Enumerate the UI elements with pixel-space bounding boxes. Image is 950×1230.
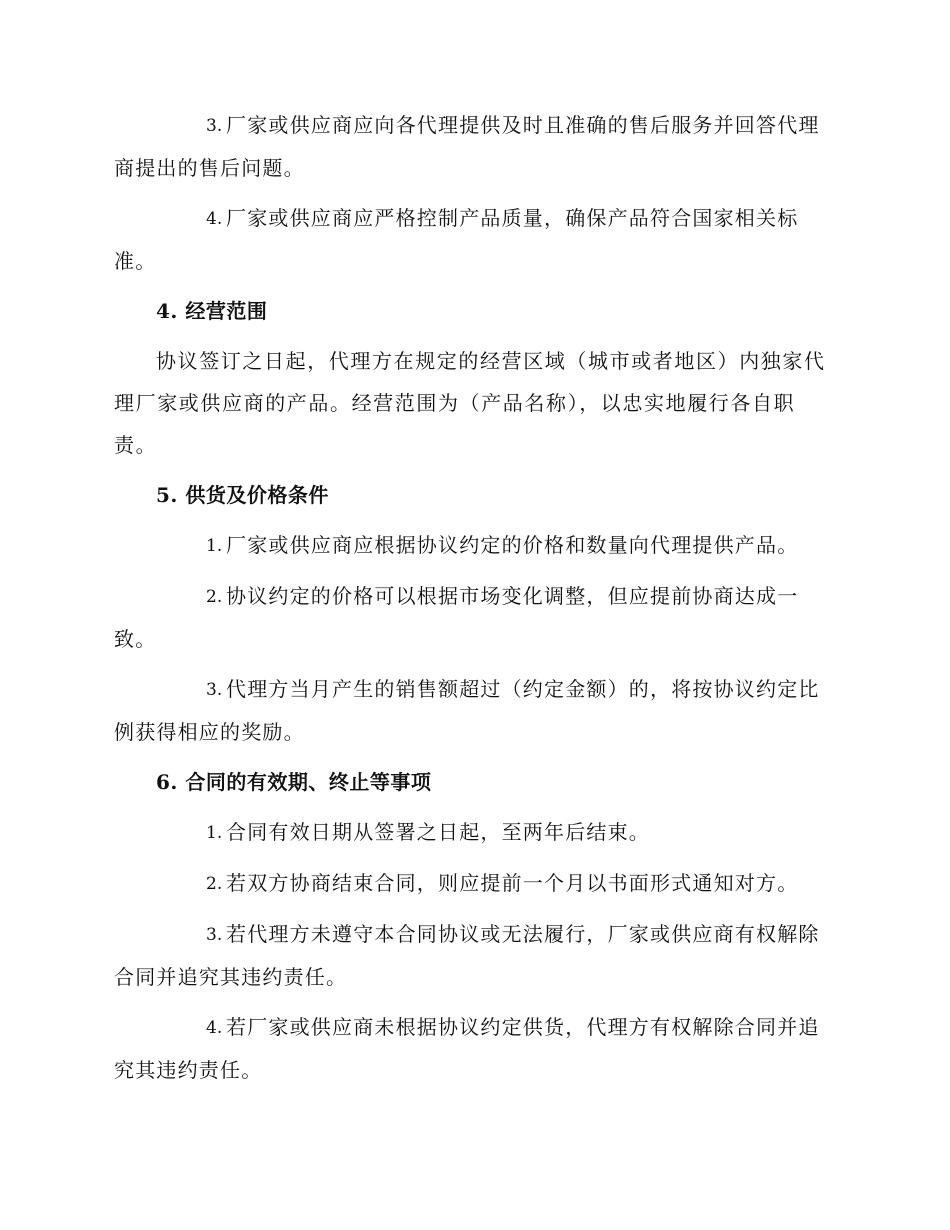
item-text: 若代理方未遵守本合同协议或无法履行，厂家或供应商有权解除合同并追究其违约责任。 [114,922,820,989]
document-body [114,104,834,1099]
item-text: 厂家或供应商应向各代理提供及时且准确的售后服务并回答代理商提出的售后问题。 [114,113,820,180]
item-number: 1. [206,536,223,556]
item-text: 厂家或供应商应根据协议约定的价格和数量向代理提供产品。 [226,533,799,557]
section-heading-contract-term: 6. 合同的有效期、终止等事项 [156,770,432,794]
item-number: 3. [206,116,223,136]
item-text: 厂家或供应商应严格控制产品质量，确保产品符合国家相关标准。 [114,206,799,273]
list-item [114,1006,834,1091]
item-number: 4. [206,1018,223,1038]
item-number: 3. [206,925,223,945]
item-text: 若双方协商结束合同，则应提前一个月以书面形式通知对方。 [226,871,799,895]
list-item [114,575,834,660]
item-text: 协议约定的价格可以根据市场变化调整，但应提前协商达成一致。 [114,584,799,651]
section-heading-business-scope: 4. 经营范围 [156,299,268,323]
list-item [114,811,834,854]
item-number: 4. [206,209,223,229]
item-number: 3. [206,680,223,700]
item-text: 代理方当月产生的销售额超过（约定金额）的，将按协议约定比例获得相应的奖励。 [114,677,820,744]
list-item [114,197,834,282]
list-item [114,862,834,905]
item-number: 2. [206,587,223,607]
paragraph: 协议签订之日起，代理方在规定的经营区域（城市或者地区）内独家代理厂家或供应商的产品。经营范围为（产品名称），以忠实地履行各自职责。 [114,349,826,457]
item-number: 2. [206,874,223,894]
section-heading-supply-price: 5. 供货及价格条件 [156,483,329,507]
list-item [114,668,834,753]
list-item [114,104,834,189]
item-number: 1. [206,823,223,843]
item-text: 合同有效日期从签署之日起，至两年后结束。 [226,820,650,844]
item-text: 若厂家或供应商未根据协议约定供货，代理方有权解除合同并追究其违约责任。 [114,1015,820,1082]
list-item [114,913,834,998]
list-item [114,524,834,567]
